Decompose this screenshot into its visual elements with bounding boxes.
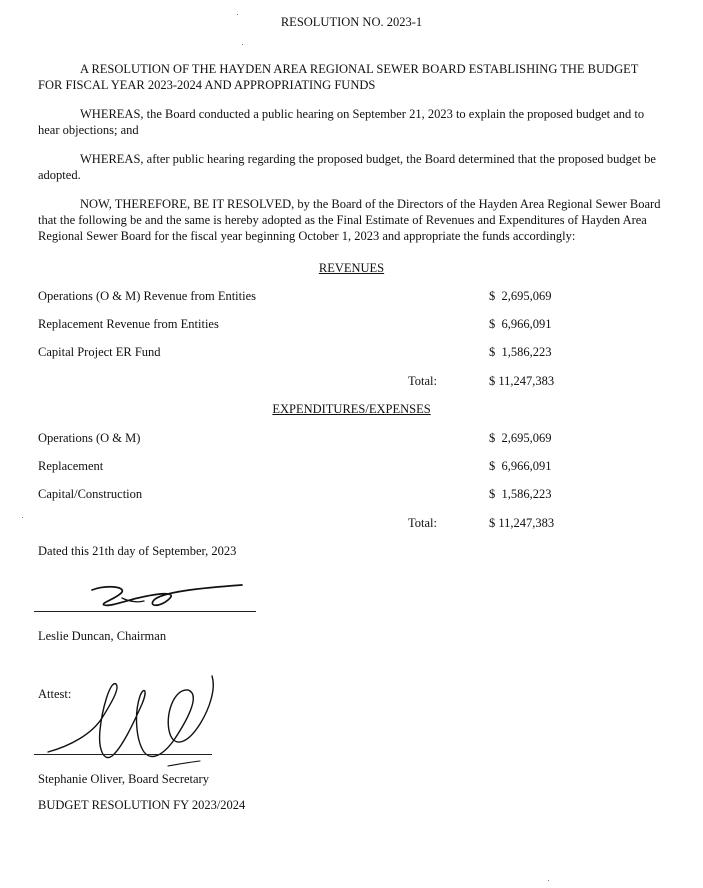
scan-speck: [237, 14, 238, 15]
attest-label: Attest:: [38, 687, 72, 701]
whereas-hearing: WHEREAS, the Board conducted a public hearing on September 21, 2023 to explain the proposed budget and to hear objections; and: [38, 107, 645, 137]
secretary-name: Stephanie Oliver, Board Secretary: [38, 772, 209, 786]
revenue-item-label: Capital Project ER Fund: [38, 345, 161, 359]
resolved-clause: NOW, THEREFORE, BE IT RESOLVED, by the Board of the Directors of the Hayden Area Regional Sewer Board that the following be and the same is hereby adopted as the Final Estimate of Revenues and Expenditures of Hayden Area Regional Sewer Board for the fiscal year beginning October 1, 2023 and appropriate the funds accordingly:: [38, 197, 661, 243]
expenditures-total-label: Total:: [408, 516, 437, 530]
expenditure-item-amount: $ 2,695,069: [489, 431, 552, 445]
resolution-preamble: A RESOLUTION OF THE HAYDEN AREA REGIONAL SEWER BOARD ESTABLISHING THE BUDGET FOR FISCAL YEAR 2023-2024 AND APPROPRIATING FUNDS: [38, 62, 639, 92]
secretary-signature-line: [34, 754, 212, 755]
expenditure-item-amount: $ 6,966,091: [489, 459, 552, 473]
revenues-total-amount: $ 11,247,383: [489, 374, 555, 388]
revenues-total-label: Total:: [408, 374, 437, 388]
expenditures-heading: EXPENDITURES/EXPENSES: [272, 402, 431, 416]
revenue-item-amount: $ 1,586,223: [489, 345, 552, 359]
revenue-item-amount: $ 2,695,069: [489, 289, 552, 303]
dated-line: Dated this 21th day of September, 2023: [38, 544, 237, 558]
scan-speck: [22, 517, 23, 518]
chairman-signature: [30, 576, 260, 616]
revenue-item-amount: $ 6,966,091: [489, 317, 552, 331]
expenditure-item-label: Operations (O & M): [38, 431, 141, 445]
resolution-number: RESOLUTION NO. 2023-1: [280, 15, 423, 29]
expenditures-total-amount: $ 11,247,383: [489, 516, 555, 530]
expenditure-item-label: Replacement: [38, 459, 104, 473]
secretary-signature: [40, 670, 230, 780]
expenditure-item-label: Capital/Construction: [38, 487, 143, 501]
revenue-item-label: Replacement Revenue from Entities: [38, 317, 219, 331]
document-footer: BUDGET RESOLUTION FY 2023/2024: [38, 798, 246, 812]
whereas-adopted: WHEREAS, after public hearing regarding the proposed budget, the Board determined that the proposed budget be adopted.: [38, 152, 656, 182]
revenue-item-label: Operations (O & M) Revenue from Entities: [38, 289, 257, 303]
chairman-signature-line: [34, 611, 256, 612]
scan-speck: [242, 44, 243, 45]
expenditure-item-amount: $ 1,586,223: [489, 487, 552, 501]
revenues-heading: REVENUES: [318, 261, 385, 275]
scan-speck: [548, 880, 549, 881]
chairman-name: Leslie Duncan, Chairman: [38, 629, 167, 643]
